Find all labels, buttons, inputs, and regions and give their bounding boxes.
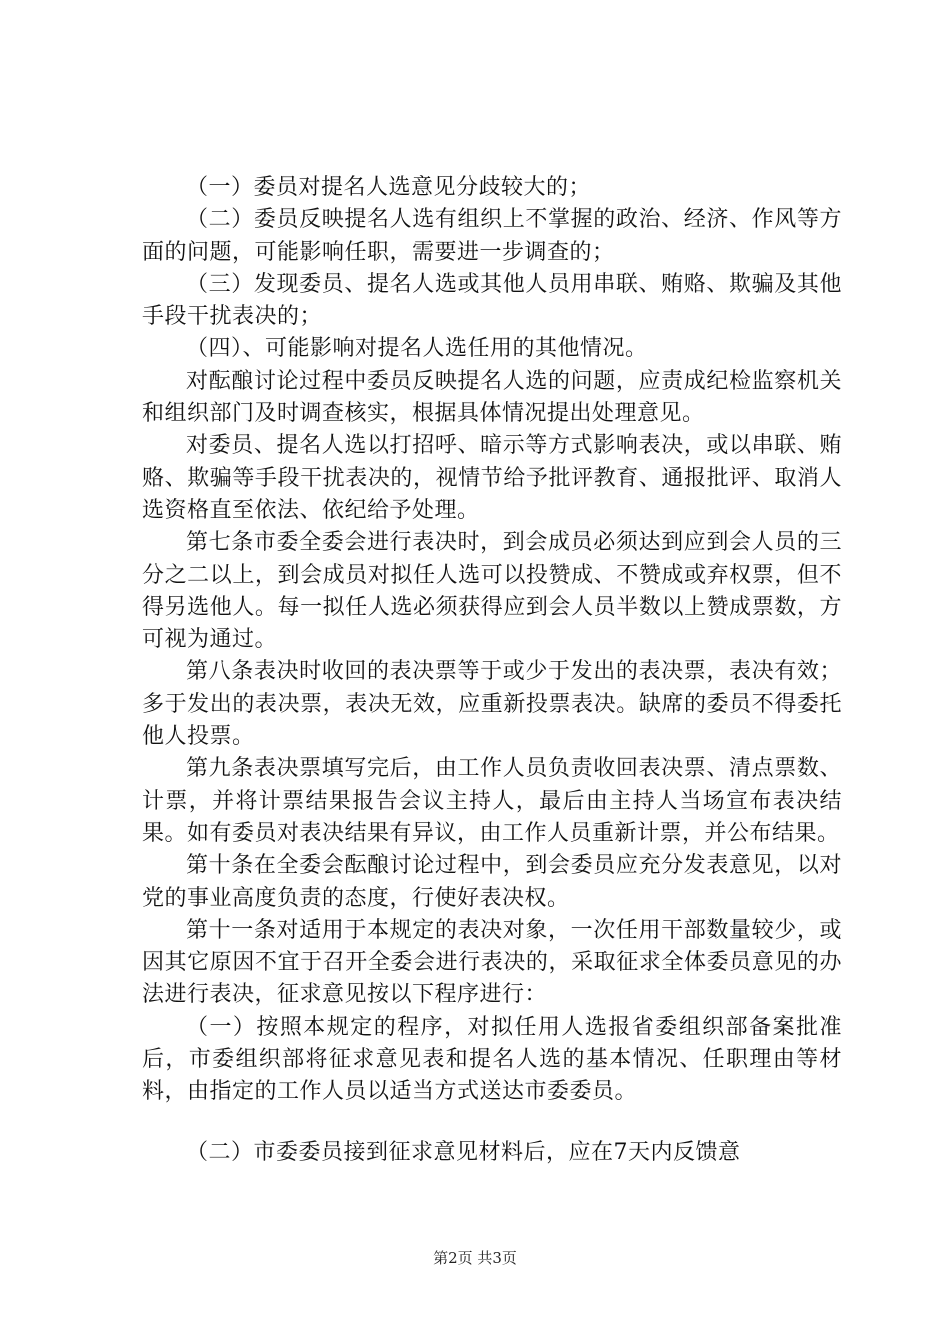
paragraph-3: （三）发现委员、提名人选或其他人员用串联、贿赂、欺骗及其他手段干扰表决的； (142, 271, 842, 330)
paragraph-procedure-2: （二）市委委员接到征求意见材料后，应在7天内反馈意 (186, 1139, 741, 1165)
paragraph-4: （四）、可能影响对提名人选任用的其他情况。 (186, 336, 648, 362)
paragraph-2: （二）委员反映提名人选有组织上不掌握的政治、经济、作风等方面的问题，可能影响任职，需要进一步调查的； (142, 207, 842, 265)
paragraph-article-9: 第九条表决票填写完后，由工作人员负责收回表决票、清点票数、计票，并将计票结果报告会议主持人，最后由主持人当场宣布表决结果。如有委员对表决结果有异议，由工作人员重新计票，并公布结果。 (142, 756, 842, 846)
paragraph-6: 对委员、提名人选以打招呼、暗示等方式影响表决，或以串联、贿赂、欺骗等手段干扰表决的，视情节给予批评教育、通报批评、取消人选资格直至依法、依纪给予处理。 (142, 433, 842, 523)
paragraph-5: 对酝酿讨论过程中委员反映提名人选的问题，应责成纪检监察机关和组织部门及时调查核实，根据具体情况提出处理意见。 (142, 368, 842, 427)
paragraph-article-10: 第十条在全委会酝酿讨论过程中，到会委员应充分发表意见，以对党的事业高度负责的态度，行使好表决权。 (142, 853, 842, 911)
paragraph-procedure-1: （一）按照本规定的程序，对拟任用人选报省委组织部备案批准后，市委组织部将征求意见表和提名人选的基本情况、任职理由等材料，由指定的工作人员以适当方式送达市委委员。 (142, 1014, 842, 1105)
paragraph-article-11: 第十一条对适用于本规定的表决对象，一次任用干部数量较少，或因其它原因不宜于召开全委会进行表决的，采取征求全体委员意见的办法进行表决，征求意见按以下程序进行： (142, 917, 842, 1008)
paragraph-article-8: 第八条表决时收回的表决票等于或少于发出的表决票，表决有效；多于发出的表决票，表决无效，应重新投票表决。缺席的委员不得委托他人投票。 (142, 659, 842, 750)
paragraph-1: （一）委员对提名人选意见分歧较大的； (186, 175, 592, 200)
page-number-footer: 第2页 共3页 (433, 1249, 517, 1267)
paragraph-article-7: 第七条市委全委会进行表决时，到会成员必须达到应到会人员的三分之二以上，到会成员对拟任人选可以投赞成、不赞成或弃权票，但不得另选他人。每一拟任人选必须获得应到会人员半数以上赞成票数，方可视为通过。 (142, 530, 842, 653)
document-body (142, 172, 842, 1169)
